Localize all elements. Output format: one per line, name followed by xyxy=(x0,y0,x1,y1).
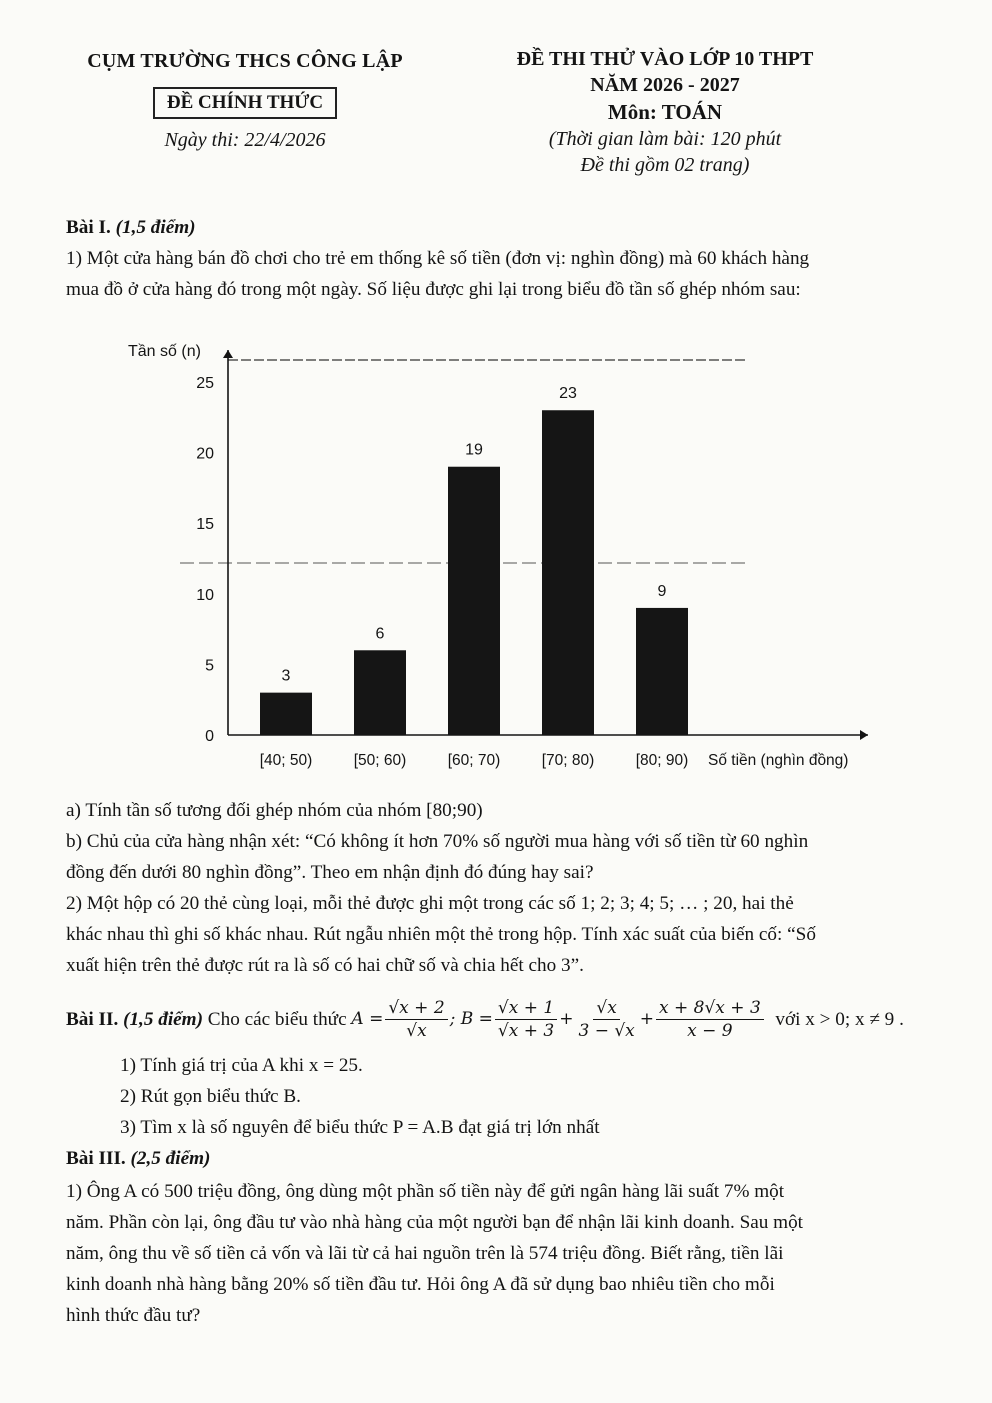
y-tick-label: 0 xyxy=(205,728,214,745)
bai1-intro xyxy=(66,243,932,305)
x-tick-label: [50; 60) xyxy=(353,752,407,769)
bai3-line2: năm. Phần còn lại, ông đầu tư vào nhà hàng của một người bạn để nhận lãi kinh doanh. Sau một xyxy=(66,1212,804,1233)
bai1-question-a: a) Tính tần số tương đối ghép nhóm của nhóm [80;90) xyxy=(66,800,483,821)
x-tick-label: [40; 50) xyxy=(259,752,313,769)
bai3-heading xyxy=(66,1143,932,1174)
bai2-points: (1,5 điểm) xyxy=(123,1008,203,1030)
y-tick-label: 5 xyxy=(205,657,214,675)
bai2-condition: với x > 0; x ≠ 9 . xyxy=(775,1008,904,1030)
expr-B-term1-num: √x + 1 xyxy=(495,997,557,1020)
bai3-points: (2,5 điểm) xyxy=(130,1148,211,1169)
bar-value-label: 3 xyxy=(281,667,291,685)
y-tick-label: 25 xyxy=(196,375,214,392)
time-note: (Thời gian làm bài: 120 phút xyxy=(548,128,782,150)
expr-B-term3 xyxy=(656,997,764,1042)
expr-B-term3-num: x + 8√x + 3 xyxy=(656,997,764,1020)
bai1-p1-line1: 1) Một cửa hàng bán đồ chơi cho trẻ em thống kê số tiền (đơn vị: nghìn đồng) mà 60 khách hàng xyxy=(66,248,810,269)
plus-sign-2: + xyxy=(639,1008,655,1029)
x-tick-label: [70; 80) xyxy=(541,752,595,769)
exam-title: ĐỀ THI THỬ VÀO LỚP 10 THPT xyxy=(516,48,814,70)
expr-B-term1 xyxy=(495,997,557,1042)
expr-B-term2 xyxy=(575,997,637,1042)
expr-B-term2-num: √x xyxy=(593,997,619,1020)
expr-B-term2-den: 3 − √x xyxy=(578,1020,635,1041)
bai1-question-b-line2: đồng đến dưới 80 nghìn đồng”. Theo em nhận định đó đúng hay sai? xyxy=(66,862,594,883)
plus-sign-1: + xyxy=(559,1008,574,1029)
pages-note: Đề thi gồm 02 trang) xyxy=(580,154,750,176)
bai3-title: Bài III. xyxy=(66,1148,126,1169)
bai1-part2-line3: xuất hiện trên thẻ được rút ra là số có hai chữ số và chia hết cho 3”. xyxy=(66,955,584,976)
bai2-intro: Cho các biểu thức xyxy=(207,1008,347,1030)
bai2-question-2: 2) Rút gọn biểu thức B. xyxy=(120,1086,301,1107)
official-label: ĐỀ CHÍNH THỨC xyxy=(153,87,337,119)
bai3-line5: hình thức đầu tư? xyxy=(66,1305,201,1326)
exam-subject: Môn: TOÁN xyxy=(607,100,723,124)
bar-value-label: 19 xyxy=(465,441,483,459)
y-axis-arrow xyxy=(223,350,233,358)
bai2-question-1: 1) Tính giá trị của A khi x = 25. xyxy=(120,1055,363,1076)
y-axis-label: Tần số (n) xyxy=(128,343,201,360)
bai1-title: Bài I. xyxy=(66,217,111,238)
bai3-line1: 1) Ông A có 500 triệu đồng, ông dùng một phần số tiền này để gửi ngân hàng lãi suất 7% một xyxy=(66,1181,785,1202)
bar-value-label: 9 xyxy=(657,582,667,600)
expr-A-lhs: A = xyxy=(351,1008,384,1029)
expr-B-term1-den: √x + 3 xyxy=(497,1020,555,1041)
header-left xyxy=(70,50,420,152)
bai1-points: (1,5 điểm) xyxy=(115,217,196,238)
bar xyxy=(542,410,594,735)
expr-A-denominator: √x xyxy=(406,1020,427,1041)
bai1-p1-line2: mua đồ ở cửa hàng đó trong một ngày. Số liệu được ghi lại trong biểu đồ tần số ghép nhóm sau: xyxy=(66,279,801,300)
header-right xyxy=(455,46,875,178)
bai2-question-3: 3) Tìm x là số nguyên để biểu thức P = A.B đạt giá trị lớn nhất xyxy=(120,1117,600,1138)
x-tick-label: [60; 70) xyxy=(447,752,501,769)
y-tick-label: 10 xyxy=(196,586,214,604)
exam-date: Ngày thi: 22/4/2026 xyxy=(164,129,326,151)
bai3-problem xyxy=(66,1176,932,1331)
bar xyxy=(354,650,406,735)
bai3-line3: năm, ông thu về số tiền cả vốn và lãi từ cả hai nguồn trên là 574 triệu đồng. Biết rằng, tiền lãi xyxy=(66,1243,784,1264)
y-tick-label: 20 xyxy=(196,445,214,463)
bar-value-label: 6 xyxy=(375,625,385,643)
bar-value-label: 23 xyxy=(559,385,577,403)
bai1-heading xyxy=(66,212,932,243)
x-axis-label: Số tiền (nghìn đồng) xyxy=(708,752,849,769)
exam-year: NĂM 2026 - 2027 xyxy=(590,74,740,96)
expr-B-lhs: ; B = xyxy=(449,1008,493,1029)
bar xyxy=(448,467,500,735)
bai3-line4: kinh doanh nhà hàng bằng 20% số tiền đầu tư. Hỏi ông A đã sử dụng bao nhiêu tiền cho mỗi xyxy=(66,1274,775,1295)
bai2-heading xyxy=(66,992,932,1046)
y-tick-label: 15 xyxy=(196,516,214,534)
bai1-question-b-line1: b) Chủ của cửa hàng nhận xét: “Có không ít hơn 70% số người mua hàng với số tiền từ 60 nghìn xyxy=(66,831,809,852)
expr-B-term3-den: x − 9 xyxy=(687,1020,733,1041)
expr-A-numerator: √x + 2 xyxy=(385,997,447,1020)
x-tick-label: [80; 90) xyxy=(635,752,689,769)
school-name: CỤM TRƯỜNG THCS CÔNG LẬP xyxy=(87,50,403,72)
bai1-questions xyxy=(66,795,932,981)
x-axis-arrow xyxy=(860,730,868,740)
bai1-part2-line2: khác nhau thì ghi số khác nhau. Rút ngẫu nhiên một thẻ trong hộp. Tính xác suất của biến cố: “Số xyxy=(66,924,816,945)
bai2-questions xyxy=(120,1050,920,1143)
expr-A-fraction xyxy=(385,997,447,1042)
bar xyxy=(636,608,688,735)
bai2-title: Bài II. xyxy=(66,1008,119,1030)
bai1-part2-line1: 2) Một hộp có 20 thẻ cùng loại, mỗi thẻ được ghi một trong các số 1; 2; 3; 4; 5; … ; 20, hai thẻ xyxy=(66,893,794,914)
bar xyxy=(260,693,312,735)
frequency-bar-chart xyxy=(120,330,890,790)
